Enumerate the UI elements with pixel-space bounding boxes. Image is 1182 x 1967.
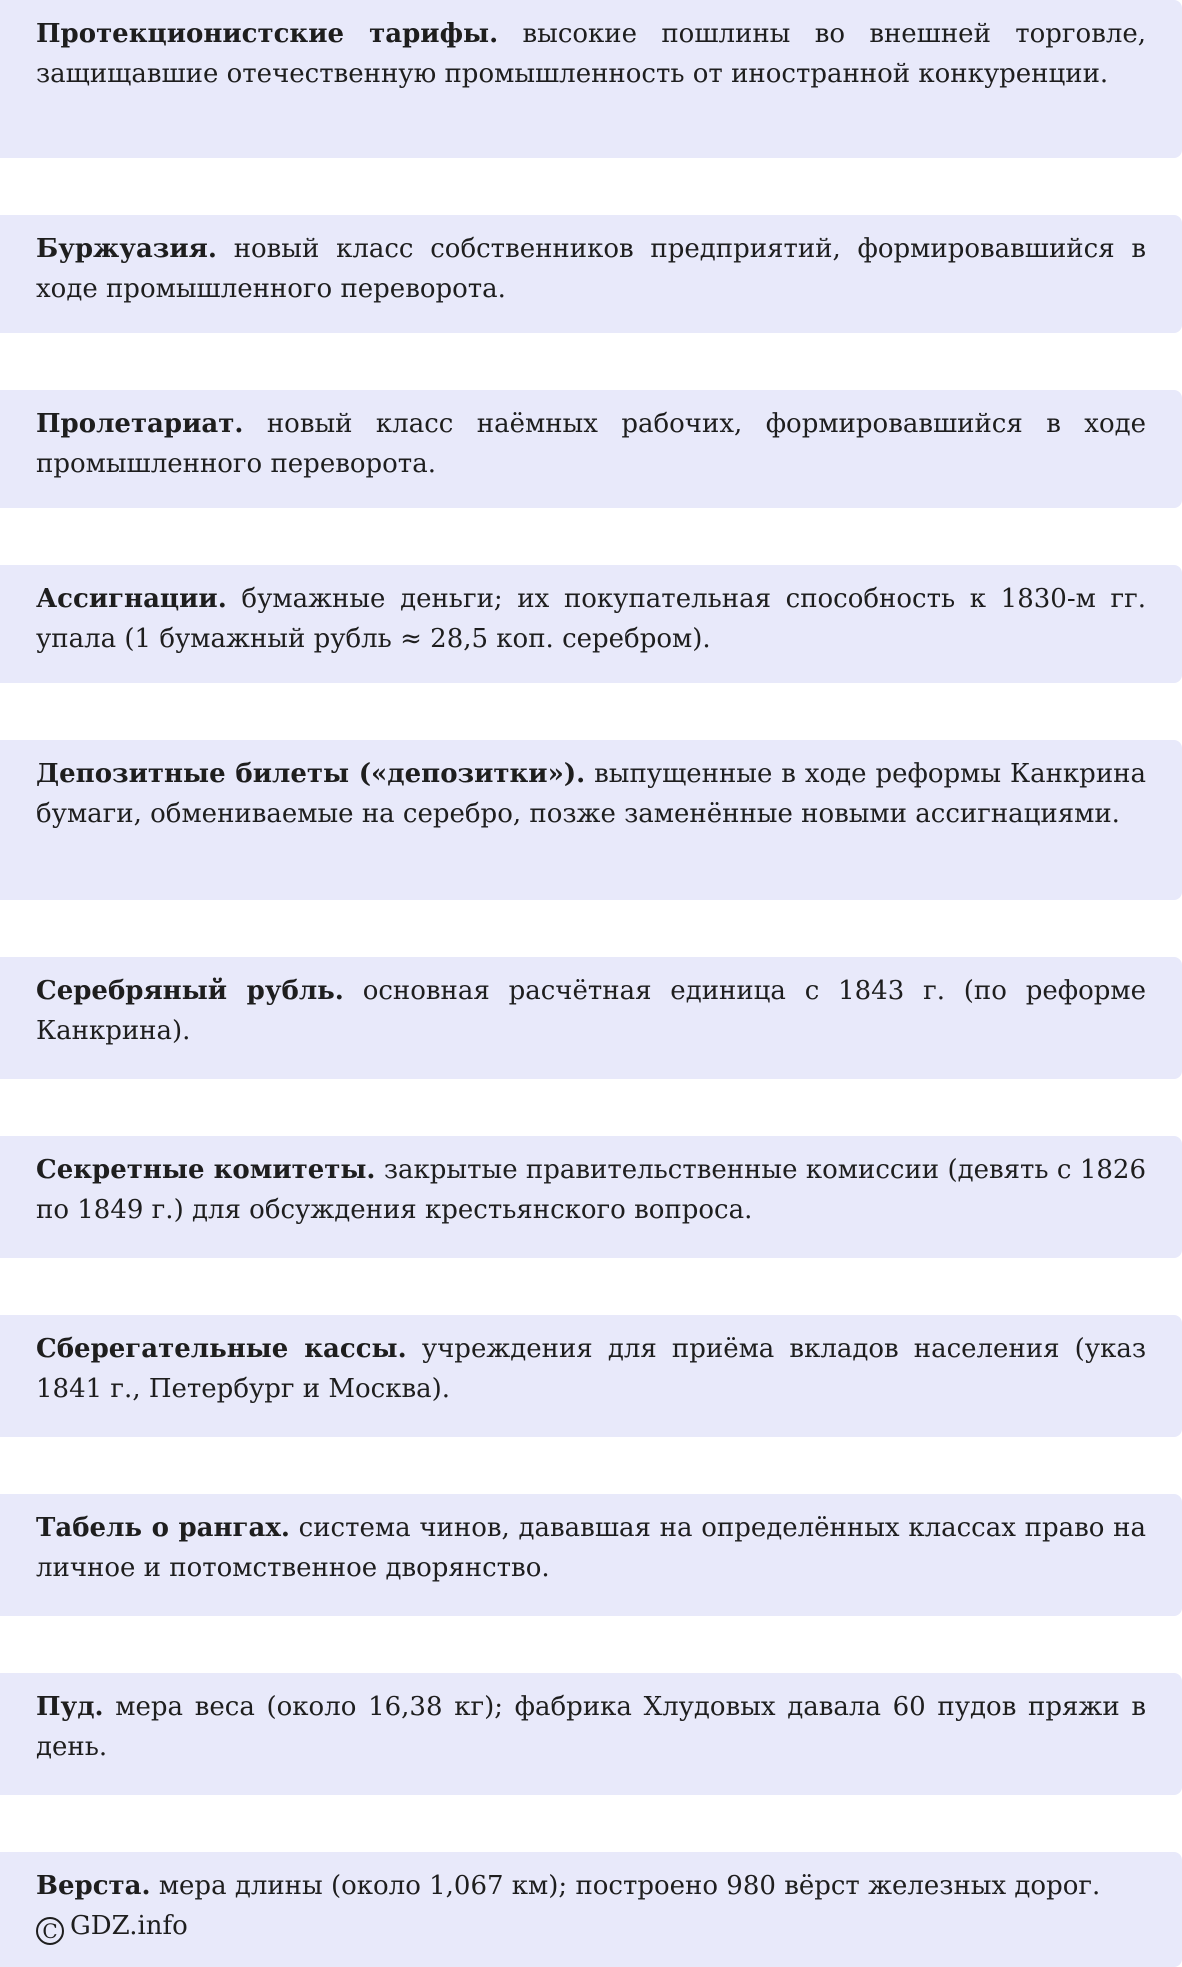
entry-term: Депозитные билеты («депозитки»). [36,759,586,789]
glossary-entry [36,1329,1146,1409]
glossary-entry [36,14,1146,94]
entry-definition: мера веса (около 16,38 кг); фабрика Хлудовых давала 60 пудов пряжи в день. [36,1692,1146,1762]
glossary-card-11 [0,1852,1182,1967]
copyright-icon: C [36,1917,64,1945]
entry-definition: учреждения для приёма вкладов населения (указ 1841 г., Петербург и Москва). [36,1334,1147,1404]
entry-definition: закрытые правительственные комиссии (девять с 1826 по 1849 г.) для обсуждения крестьянского вопроса. [36,1155,1146,1225]
entry-definition: выпущенные в ходе реформы Канкрина бумаги, обмениваемые на серебро, позже заменённые новыми ассигнациями. [36,759,1146,829]
entry-definition: система чинов, дававшая на определённых классах право на личное и потомственное дворянство. [36,1513,1147,1583]
glossary-entry [36,1150,1146,1230]
glossary-entry [36,1687,1146,1767]
entry-term: Буржуазия. [36,234,217,264]
glossary-entry [36,1508,1146,1588]
glossary-entry [36,754,1146,834]
entry-term: Секретные комитеты. [36,1155,376,1185]
glossary-card-10 [0,1673,1182,1795]
entry-term: Пуд. [36,1692,104,1722]
entry-term: Протекционистские тарифы. [36,19,499,49]
entry-definition: новый класс собственников предприятий, формировавшийся в ходе промышленного переворота. [36,234,1146,304]
entry-term: Верста. [36,1871,151,1901]
glossary-card-8 [0,1315,1182,1437]
entry-term: Серебряный рубль. [36,976,344,1006]
glossary-entry [36,229,1146,309]
glossary-entry [36,579,1146,659]
glossary-card-4 [0,565,1182,683]
glossary-entry [36,971,1146,1051]
entry-term: Сберегательные кассы. [36,1334,407,1364]
copyright-line [36,1906,1146,1946]
entry-definition: новый класс наёмных рабочих, формировавшийся в ходе промышленного переворота. [36,409,1147,479]
glossary-entry [36,404,1146,484]
glossary-card-1 [0,0,1182,158]
glossary-card-9 [0,1494,1182,1616]
entry-term: Пролетариат. [36,409,244,439]
entry-definition: бумажные деньги; их покупательная способность к 1830-м гг. упала (1 бумажный рубль ≈ 28,5 коп. серебром). [36,584,1147,654]
glossary-card-2 [0,215,1182,333]
entry-definition: основная расчётная единица с 1843 г. (по реформе Канкрина). [36,976,1147,1046]
glossary-card-6 [0,957,1182,1079]
glossary-entry [36,1866,1146,1906]
glossary-card-5 [0,740,1182,900]
entry-term: Табель о рангах. [36,1513,290,1543]
entry-term: Ассигнации. [36,584,227,614]
entry-definition: мера длины (около 1,067 км); построено 980 вёрст железных дорог. [158,1871,1101,1901]
glossary-card-3 [0,390,1182,508]
entry-definition: высокие пошлины во внешней торговле, защищавшие отечественную промышленность от иностранной конкуренции. [36,19,1147,89]
copyright-text: GDZ.info [70,1911,188,1941]
glossary-card-7 [0,1136,1182,1258]
